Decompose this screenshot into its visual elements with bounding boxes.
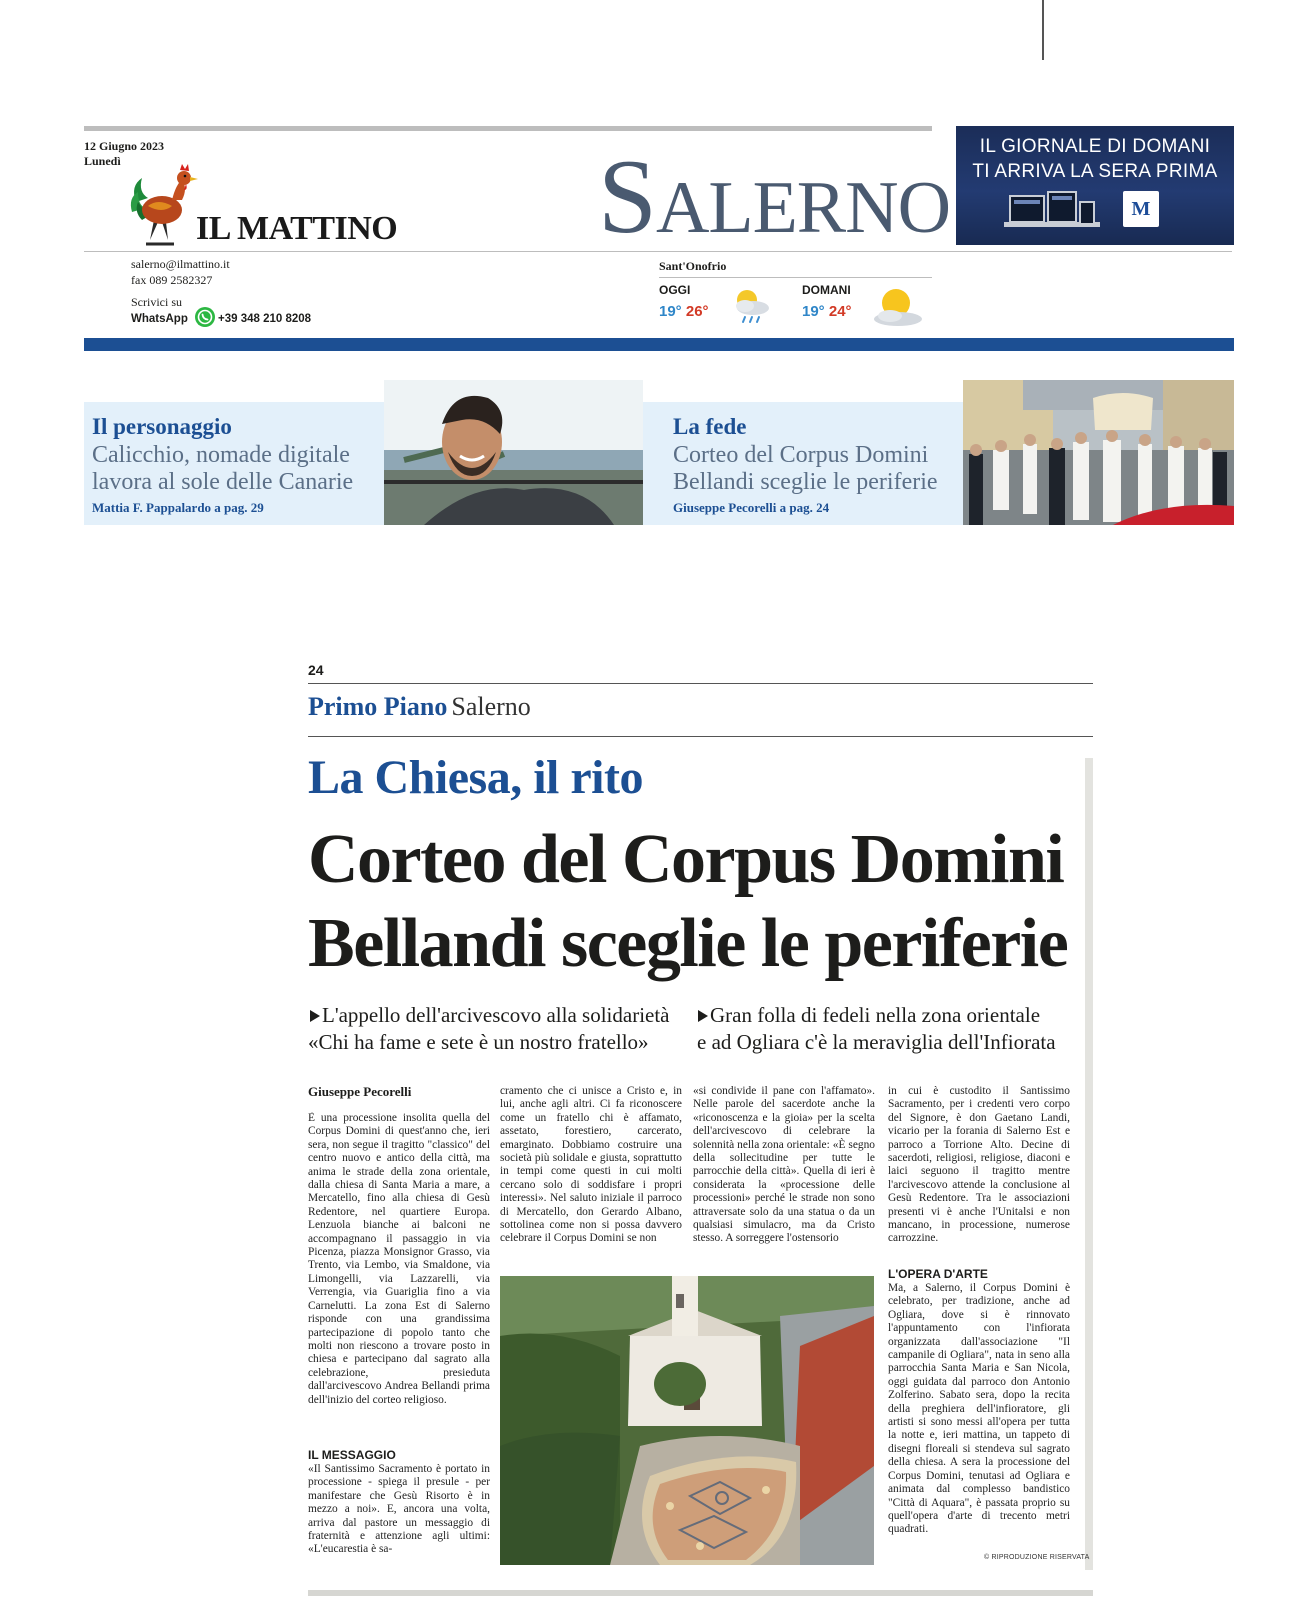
summary-left-line2: «Chi ha fame e sete è un nostro fratello»: [308, 1030, 649, 1054]
teaser-title-line1: Corteo del Corpus Domini: [673, 442, 929, 468]
sun-cloud-rain-icon: [725, 286, 777, 326]
weather-tomorrow-max: 24°: [828, 303, 852, 320]
column-4-paragraph-2: Ma, a Salerno, il Corpus Domini è celebrato, per tradizione, anche ad Ogliara, dove si è rinnovato l'appuntamento con l'infiorata organizzata dall'associazione "Il campanile di Ogliara", nata in seno alla parrocchia Santa Maria e San Nicola, oggi guidata dal parroco don Antonio Zolferino. Sabato sera, dopo la recita della preghiera dell'infioratore, gli artisti si sono messi all'opera per tutta la notte e, ieri mattina, un tappeto di disegni floreali si stendeva sul sagrato della chiesa. A sera la processione del Corpus Domini, tenutasi ad Ogliara e animata dal complesso bandistico "Città di Aquara", è passata proprio su quell'opera d'arte di trecento metri quadrati.: [888, 1282, 1070, 1536]
teaser-kicker: Il personaggio: [92, 414, 232, 439]
devices-illustration: [1002, 188, 1102, 238]
sun-cloud-icon: [868, 285, 928, 329]
city-name: [598, 138, 951, 255]
page-bottom-rule: [308, 1590, 1093, 1596]
teaser-title-line1: Calicchio, nomade digitale: [92, 442, 350, 468]
weather-today-temps: [659, 303, 709, 320]
section-rule: [308, 736, 1093, 737]
subhead-opera-arte: L'OPERA D'ARTE: [888, 1267, 988, 1281]
edition-date: 12 Giugno 2023: [84, 139, 165, 153]
weather-today-max: 26°: [685, 303, 709, 320]
edition-weekday: Lunedì: [84, 154, 121, 168]
teaser-personaggio[interactable]: [84, 402, 384, 525]
summary-bullet-icon: [697, 1009, 709, 1023]
teaser-fede[interactable]: [643, 402, 963, 525]
city-name-initial: S: [598, 138, 656, 255]
teaser-photo-procession[interactable]: [963, 380, 1234, 525]
contact-fax: fax 089 2582327: [131, 273, 213, 287]
weather-tomorrow-min: 19°: [802, 303, 825, 320]
page-header-rule: [308, 683, 1093, 684]
article-kicker: La Chiesa, il rito: [308, 751, 643, 804]
teaser-author: Giuseppe Pecorelli a pag. 24: [673, 500, 830, 515]
weather-tomorrow-label: DOMANI: [802, 283, 851, 297]
whatsapp-label: WhatsApp: [131, 313, 188, 325]
newspaper-name: IL MATTINO: [196, 210, 398, 247]
whatsapp-number[interactable]: +39 348 210 8208: [218, 313, 312, 325]
page-edge-mark: [1042, 0, 1044, 60]
article-side-bar: [1085, 758, 1093, 1570]
saint-of-day: Sant'Onofrio: [659, 259, 727, 273]
article-column-1: [308, 1084, 490, 1559]
teaser-photo-portrait[interactable]: [384, 380, 643, 525]
column-4-paragraph: in cui è custodito il Santissimo Sacramento, per i credenti vero corpo del Signore, è don Gaetano Landi, vicario per la forania di Salerno Est e parroco a Torrione Alto. Decine di sacerdoti, religiosi, religiose, diaconi e laici seguono il tragitto mentre l'arcivescovo attende la conclusione al Gesù Redentore. Tra le associazioni presenti vi è anche l'Unitalsi e non mancano, in processione, numerose carrozzine.: [888, 1085, 1070, 1245]
rooster-logo: [128, 162, 200, 250]
promo-badge: M: [1123, 191, 1159, 227]
summary-bullet-icon: [309, 1009, 321, 1023]
weather-today-label: OGGI: [659, 283, 691, 297]
promo-line-2: TI ARRIVA LA SERA PRIMA: [972, 161, 1218, 182]
article-photo-infiorata[interactable]: [500, 1276, 874, 1565]
section-header: [308, 692, 531, 722]
column-1-paragraph: È una processione insolita quella del Corpus Domini di quest'anno che, ieri sera, non segue il tragitto "classico" del centro nuovo e antico della città, ma anima le strade della zona orientale, dalla chiesa di Santa Maria a mare, a Mercatello, fino alla chiesa di Gesù Redentore, nel quartiere Europa. Lenzuola bianche ai balconi ne accompagnano il passaggio in via Picenza, piazza Monsignor Grasso, via Trento, via Lembo, via Smaldone, via Limongelli, via Lazzarelli, via Verrengia, via Guariglia fino a via Carnelutti. La zona Est di Salerno risponde con una grandissima partecipazione di popolo tanto che molti non riescono a trovare posto in chiesa e partecipano dal sagrato alla celebrazione, presieduta dall'arcivescovo Andrea Bellandi prima dell'inizio del corteo religioso.: [308, 1112, 490, 1406]
copyright-notice: © RIPRODUZIONE RISERVATA: [984, 1554, 1090, 1561]
summary-right-line2: e ad Ogliara c'è la meraviglia dell'Infiorata: [697, 1030, 1056, 1054]
byline: Giuseppe Pecorelli: [308, 1084, 412, 1099]
column-1-paragraph-2: «Il Santissimo Sacramento è portato in processione - spiega il presule - per manifestare che Gesù Risorto è in mezzo a noi». E, ancora una volta, arriva dal pastore un messaggio di fraternità e attenzione agli ultimi: «L'eucarestia è sa-: [308, 1463, 490, 1556]
subhead-messaggio: IL MESSAGGIO: [308, 1448, 396, 1462]
weather-rule: [659, 277, 932, 278]
article-column-2: cramento che ci unisce a Cristo e, in lui, anche agli altri. Ci fa riconoscere come un fratello chi è affamato, assetato, forestiero, carcerato, emarginato. Dobbiamo costruire una società più solidale e giusta, soprattutto in tempi come questi in cui molti cercano solo di soddisfare i propri interessi». Nel saluto iniziale il parroco di Mercatello, don Gerardo Albano, sottolinea come non si possa davvero celebrare il Corpus Domini se non: [500, 1085, 682, 1245]
summary-right-line1: Gran folla di fedeli nella zona orientale: [710, 1003, 1041, 1027]
promo-line-1: IL GIORNALE DI DOMANI: [979, 136, 1211, 157]
masthead-blue-rule: [84, 338, 1234, 351]
section-sub: Salerno: [451, 692, 531, 721]
masthead-top-rule: [84, 126, 932, 131]
whatsapp-icon: [194, 306, 216, 328]
contact-email[interactable]: salerno@ilmattino.it: [131, 257, 230, 271]
page-number: 24: [308, 662, 324, 678]
weather-tomorrow-temps: [802, 303, 852, 320]
headline-line2: Bellandi sceglie le periferie: [308, 905, 1068, 982]
weather-today-min: 19°: [659, 303, 682, 320]
article-column-4: [888, 1085, 1070, 1578]
section-main: Primo Piano: [308, 692, 448, 721]
headline-line1: Corteo del Corpus Domini: [308, 821, 1064, 898]
teaser-title-line2: lavora al sole delle Canarie: [92, 469, 354, 495]
teaser-author: Mattia F. Pappalardo a pag. 29: [92, 500, 264, 515]
article-column-3: «si condivide il pane con l'affamato». Nelle parole del sacerdote anche la «riconoscenza e la gioia» per la scelta dell'arcivescovo di celebrare la solennità nella zona orientale: «È segno della sollecitudine per tutte le parrocchie della città». Quella di ieri è considerata la «processione delle processioni» perché le strade non sono attraversate solo da una statua o da un qualsiasi simulacro, ma da Cristo stesso. A sorreggere l'ostensorio: [693, 1085, 875, 1245]
write-us-label: Scrivici su: [131, 295, 182, 309]
promo-banner[interactable]: [956, 126, 1234, 245]
summary-left-line1: L'appello dell'arcivescovo alla solidarietà: [322, 1003, 670, 1027]
teaser-kicker: La fede: [673, 414, 747, 439]
city-name-rest: ALERNO: [655, 167, 951, 249]
teaser-title-line2: Bellandi sceglie le periferie: [673, 469, 938, 495]
